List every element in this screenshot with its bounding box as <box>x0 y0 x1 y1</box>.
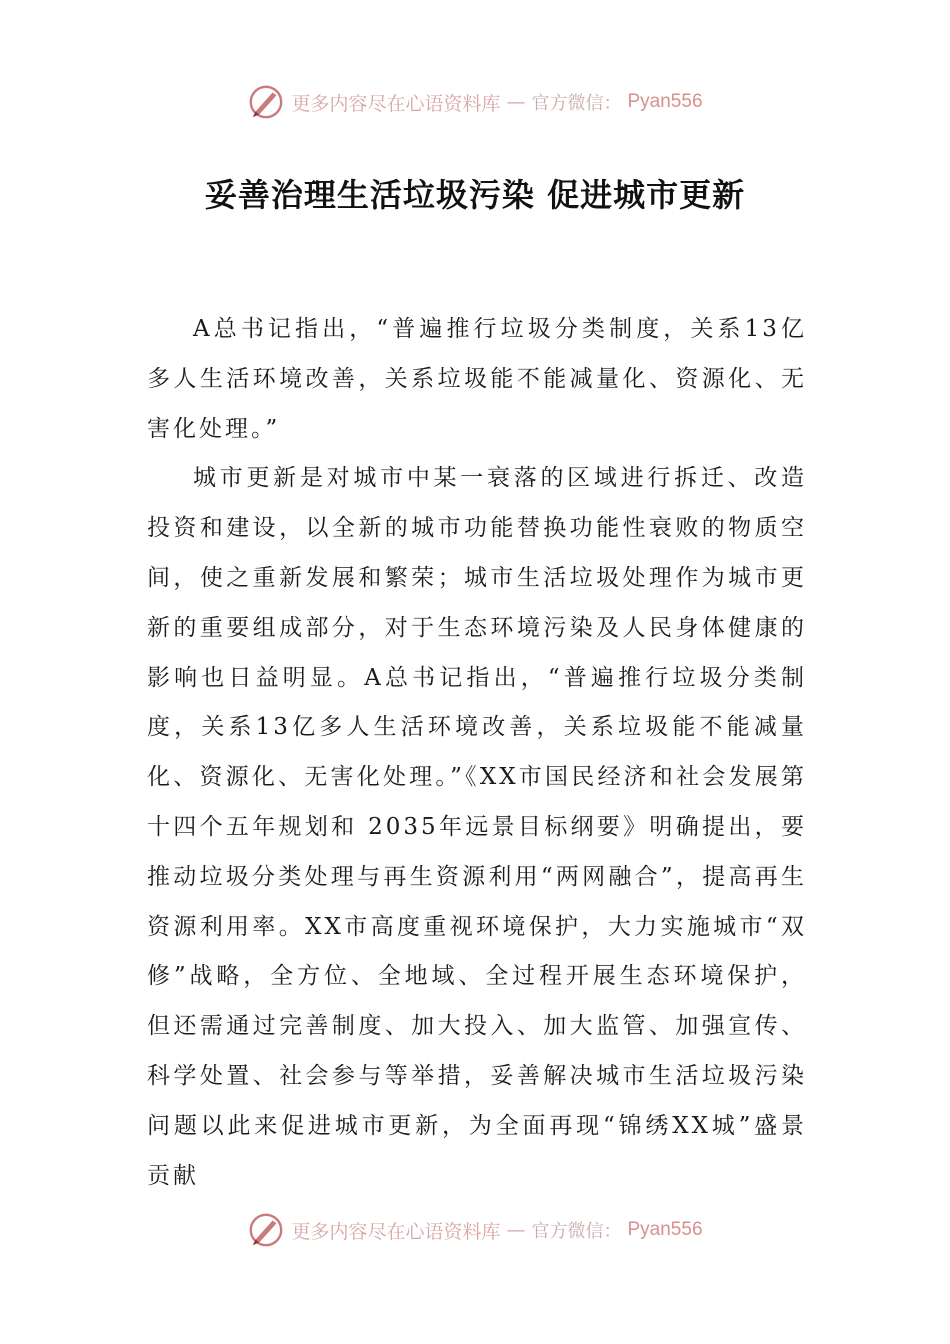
watermark-wechat-id: Pyan556 <box>627 91 703 112</box>
pen-logo-icon <box>247 1211 285 1249</box>
watermark-banner-bottom <box>0 1210 950 1250</box>
paragraph-2: 城市更新是对城市中某一衰落的区域进行拆迁、改造投资和建设，以全新的城市功能替换功能性衰败的物质空间，使之重新发展和繁荣；城市生活垃圾处理作为城市更新的重要组成部分，对于生态环境污染及人民身体健康的影响也日益明显。A总书记指出，“普遍推行垃圾分类制度，关系13亿多人生活环境改善，关系垃圾能不能减量化、资源化、无害化处理。”《XX市国民经济和社会发展第十四个五年规划和 2035年远景目标纲要》明确提出，要推动垃圾分类处理与再生资源利用“两网融合”，提高再生资源利用率。XX市高度重视环境保护，大力实施城市“双修”战略，全方位、全地域、全过程开展生态环境保护，但还需通过完善制度、加大投入、加大监管、加强宣传、科学处置、社会参与等举措，妥善解决城市生活垃圾污染问题以此来促进城市更新，为全面再现“锦绣XX城”盛景贡献 <box>147 465 807 1189</box>
watermark-wechat-id: Pyan556 <box>627 1219 703 1240</box>
watermark-text: 更多内容尽在心语资料库 <box>291 1220 501 1243</box>
paragraph-1: A总书记指出，“普遍推行垃圾分类制度，关系13亿多人生活环境改善，关系垃圾能不能减量化、资源化、无害化处理。” <box>147 316 807 442</box>
pen-logo-icon <box>247 83 285 121</box>
document-title: 妥善治理生活垃圾污染 促进城市更新 <box>204 176 746 214</box>
watermark-text: 更多内容尽在心语资料库 <box>291 92 501 115</box>
watermark-official-label: 官方微信： <box>531 1221 622 1242</box>
watermark-banner-top <box>0 82 950 122</box>
watermark-separator: — <box>506 91 526 113</box>
watermark-separator: — <box>506 1219 526 1241</box>
document-body <box>147 305 807 1201</box>
watermark-official-label: 官方微信： <box>531 93 622 114</box>
